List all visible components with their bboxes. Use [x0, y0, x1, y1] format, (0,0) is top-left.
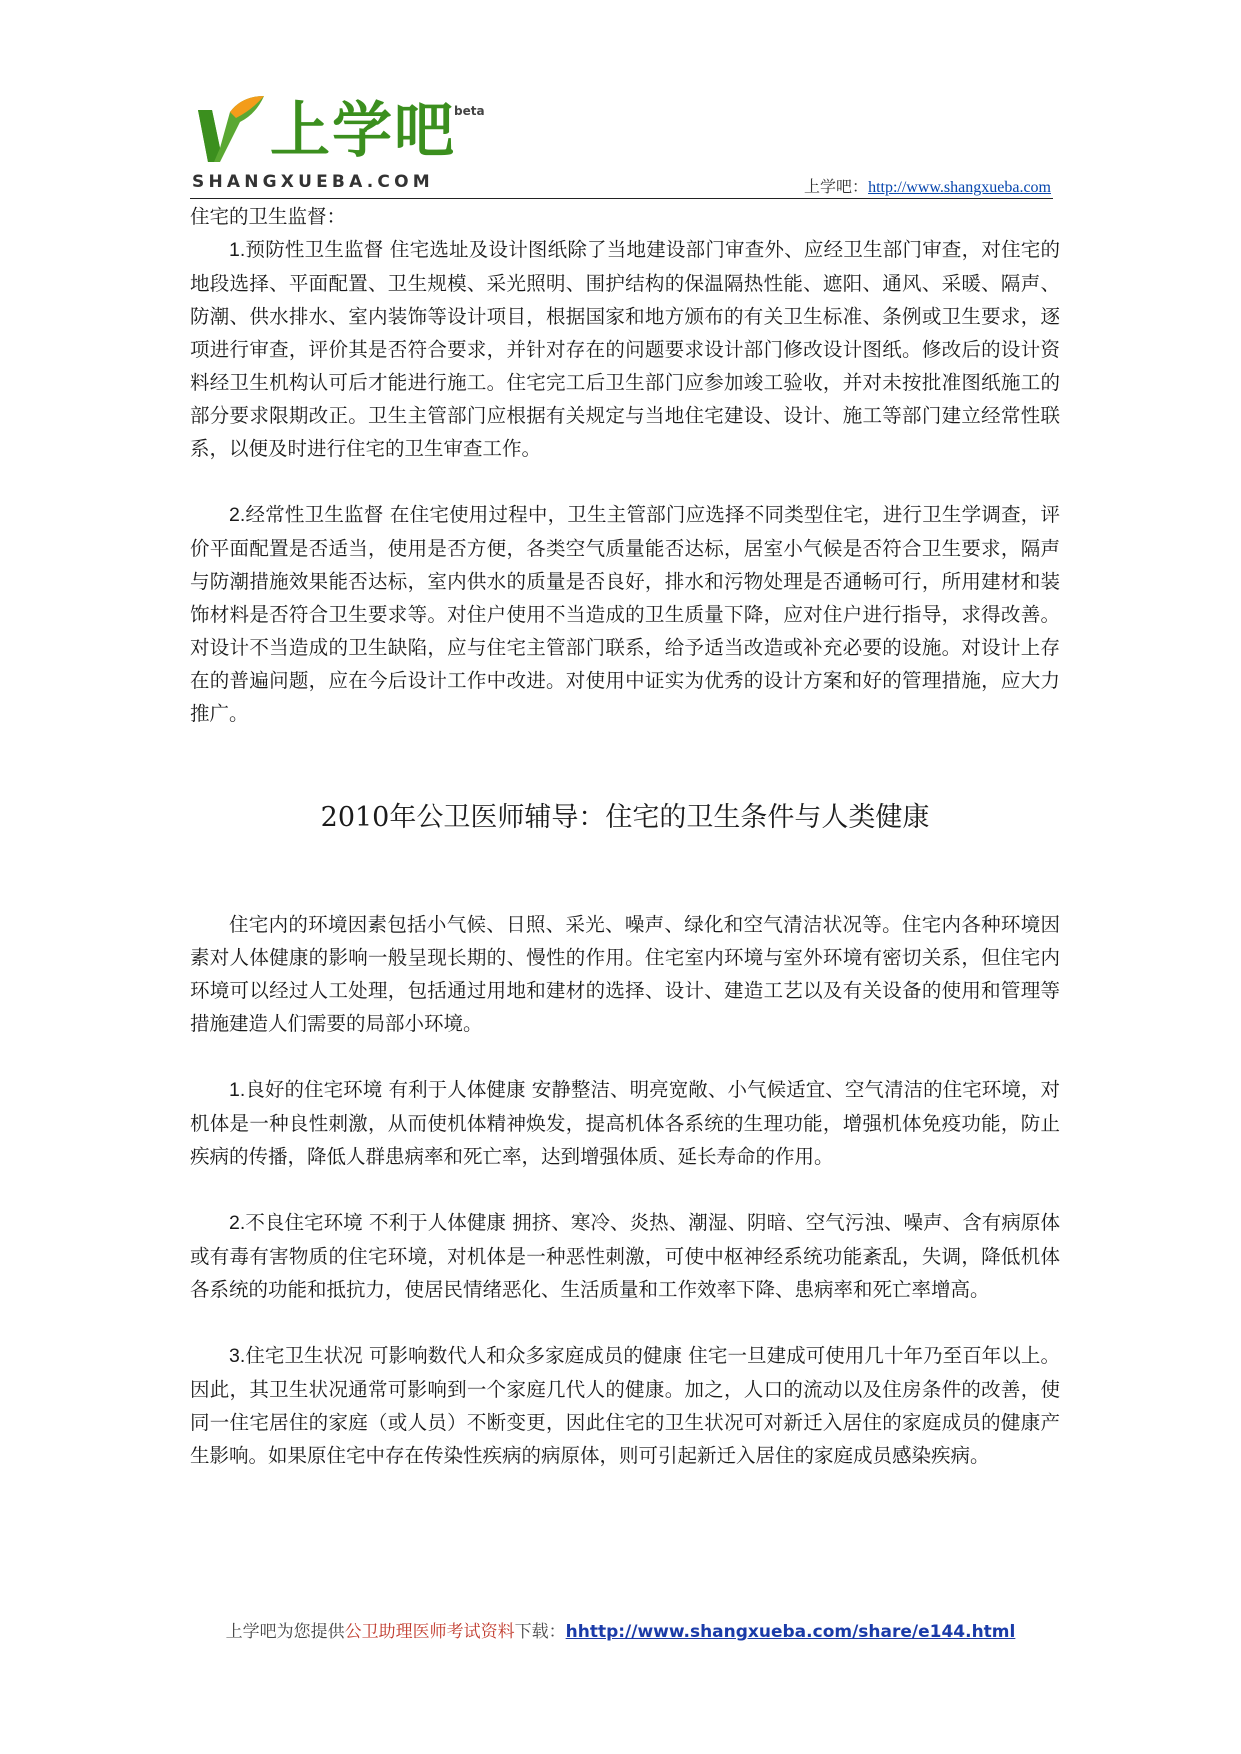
site-logo[interactable] — [190, 92, 490, 192]
item-number: 1. — [229, 1079, 246, 1101]
article-title: 2010年公卫医师辅导：住宅的卫生条件与人类健康 — [320, 802, 930, 833]
header-site-link — [804, 174, 1051, 197]
footer-prefix: 上学吧为您提供 — [225, 1622, 345, 1642]
paragraph-intro: 住宅内的环境因素包括小气候、日照、采光、噪声、绿化和空气清洁状况等。住宅内各种环境因素对人体健康的影响一般呈现长期的、慢性的作用。住宅室内环境与室外环境有密切关系，但住宅内环境可以经过人工处理，包括通过用地和建材的选择、设计、建造工艺以及有关设备的使用和管理等措施建造人们需要的局部小环境。 — [190, 913, 1060, 1035]
spacer — [190, 1040, 1060, 1073]
spacer — [190, 1306, 1060, 1339]
section-supervision — [190, 200, 1060, 730]
footer-middle: 下载： — [514, 1622, 566, 1642]
spacer — [190, 1173, 1060, 1206]
logo-text: 上学吧 — [270, 96, 456, 166]
item-number: 3. — [229, 1345, 246, 1367]
footer-highlight: 公卫助理医师考试资料 — [344, 1622, 515, 1642]
paragraph-generations — [190, 1339, 1060, 1472]
leaf-icon — [190, 92, 270, 172]
header-divider — [190, 198, 1053, 199]
paragraph-routine — [190, 498, 1060, 730]
item-text: 预防性卫生监督 住宅选址及设计图纸除了当地建设部门审查外、应经卫生部门审查，对住宅的地段选择、平面配置、卫生规模、采光照明、围护结构的保温隔热性能、遮阳、通风、采暖、隔声、防潮、供水排水、室内装饰等设计项目，根据国家和地方颁布的有关卫生标准、条例或卫生要求，逐项进行审查，评价其是否符合要求，并针对存在的问题要求设计部门修改设计图纸。修改后的设计资料经卫生机构认可后才能进行施工。住宅完工后卫生部门应参加竣工验收，并对未按批准图纸施工的部分要求限期改正。卫生主管部门应根据有关规定与当地住宅建设、设计、施工等部门建立经常性联系，以便及时进行住宅的卫生审查工作。 — [190, 238, 1060, 460]
spacer — [190, 465, 1060, 498]
item-number: 2. — [229, 504, 246, 526]
header-url-link[interactable]: http://www.shangxueba.com — [868, 179, 1051, 196]
item-text: 良好的住宅环境 有利于人体健康 安静整洁、明亮宽敞、小气候适宜、空气清洁的住宅环境，对机体是一种良性刺激，从而使机体精神焕发，提高机体各系统的生理功能，增强机体免疫功能，防止疾病的传播，降低人群患病率和死亡率，达到增强体质、延长寿命的作用。 — [190, 1078, 1060, 1168]
footer-download-link[interactable]: hhttp://www.shangxueba.com/share/e144.html — [565, 1622, 1016, 1642]
item-text: 不良住宅环境 不利于人体健康 拥挤、寒冷、炎热、潮湿、阴暗、空气污浊、噪声、含有病原体或有毒有害物质的住宅环境，对机体是一种恶性刺激，可使中枢神经系统功能紊乱，失调，降低机体各系统的功能和抵抗力，使居民情绪恶化、生活质量和工作效率下降、患病率和死亡率增高。 — [190, 1211, 1060, 1301]
item-number: 1. — [229, 239, 246, 261]
logo-domain: SHANGXUEBA.COM — [192, 172, 434, 192]
item-text: 住宅卫生状况 可影响数代人和众多家庭成员的健康 住宅一旦建成可使用几十年乃至百年以上。因此，其卫生状况通常可影响到一个家庭几代人的健康。加之，人口的流动以及住房条件的改善，使同一住宅居住的家庭（或人员）不断变更，因此住宅的卫生状况可对新迁入居住的家庭成员的健康产生影响。如果原住宅中存在传染性疾病的病原体，则可引起新迁入居住的家庭成员感染疾病。 — [190, 1344, 1060, 1467]
item-number: 2. — [229, 1212, 246, 1234]
header-site-label: 上学吧： — [804, 179, 869, 196]
paragraph-bad-environment — [190, 1206, 1060, 1306]
section-heading: 住宅的卫生监督： — [190, 205, 347, 228]
paragraph-preventive — [190, 233, 1060, 465]
page-footer — [0, 1617, 1241, 1642]
logo-beta-badge: beta — [454, 104, 485, 118]
item-text: 经常性卫生监督 在住宅使用过程中，卫生主管部门应选择不同类型住宅，进行卫生学调查，评价平面配置是否适当，使用是否方便，各类空气质量能否达标，居室小气候是否符合卫生要求，隔声与防潮措施效果能否达标，室内供水的质量是否良好，排水和污物处理是否通畅可行，所用建材和装饰材料是否符合卫生要求等。对住户使用不当造成的卫生质量下降，应对住户进行指导，求得改善。对设计不当造成的卫生缺陷，应与住宅主管部门联系，给予适当改造或补充必要的设施。对设计上存在的普遍问题，应在今后设计工作中改进。对使用中证实为优秀的设计方案和好的管理措施，应大力推广。 — [190, 503, 1060, 725]
section-health — [190, 908, 1060, 1472]
paragraph-good-environment — [190, 1073, 1060, 1173]
